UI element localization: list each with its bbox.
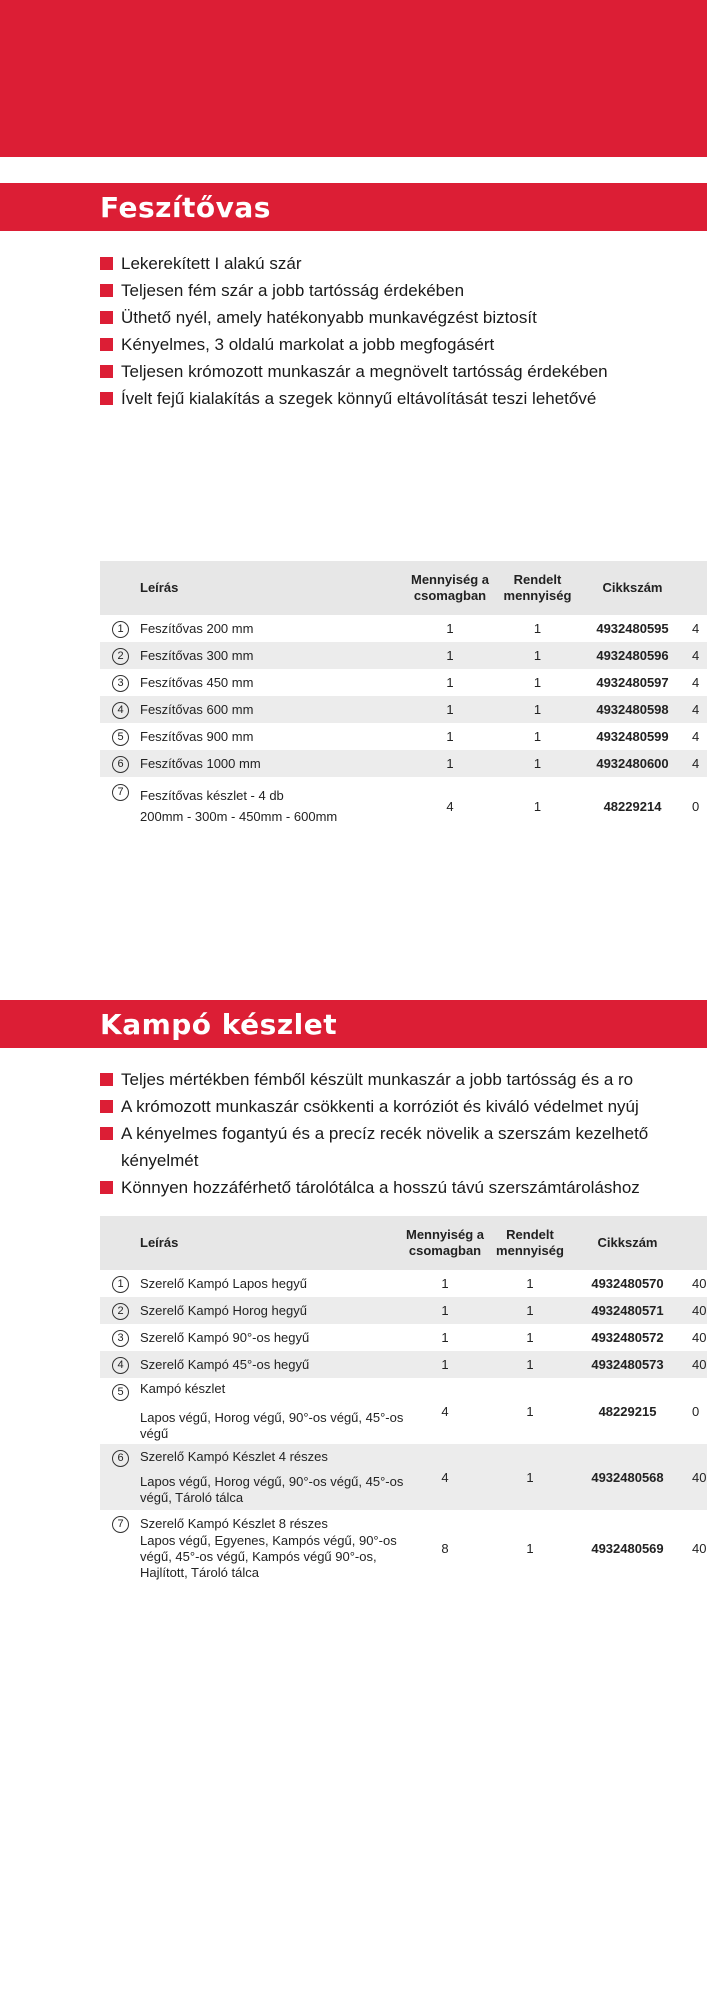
- table-row: [100, 696, 707, 723]
- bullet-square-icon: [100, 1073, 113, 1086]
- row-description: Feszítővas 600 mm: [140, 702, 254, 717]
- bullet-square-icon: [100, 338, 113, 351]
- row-qty-pack: 1: [446, 729, 454, 744]
- row-extra: 4: [692, 621, 700, 636]
- row-article-number: 4932480599: [596, 729, 669, 744]
- row-qty-pack: 1: [441, 1276, 449, 1291]
- row-number-badge: 1: [112, 1276, 129, 1293]
- row-extra: 4: [680, 642, 707, 669]
- row-description: Szerelő Kampó Készlet 8 részes: [140, 1515, 328, 1531]
- row-extra: 40: [680, 1297, 707, 1324]
- row-description-detail: 200mm - 300m - 450mm - 600mm: [140, 808, 338, 824]
- row-number-badge: 7: [112, 784, 129, 801]
- row-number-badge: 5: [112, 729, 129, 746]
- col-header-qty-pack: Mennyiség a csomagban: [405, 1216, 485, 1270]
- row-article-number: 4932480596: [585, 642, 680, 669]
- row-qty-pack: 1: [405, 1297, 485, 1324]
- feature-item: Ívelt fejű kialakítás a szegek könnyű eltávolítását teszi lehetővé: [100, 385, 707, 412]
- row-article-number: 48229215: [598, 1403, 657, 1419]
- feature-item: Könnyen hozzáférhető tárolótálca a hosszú távú szerszámtároláshoz: [100, 1174, 707, 1201]
- table-row: [100, 1270, 707, 1297]
- row-article-number: 4932480600: [585, 750, 680, 777]
- bullet-square-icon: [100, 257, 113, 270]
- row-description: Feszítővas 200 mm: [140, 621, 254, 636]
- bullet-square-icon: [100, 365, 113, 378]
- row-article-number: 4932480573: [575, 1351, 680, 1378]
- row-number-badge: 1: [112, 621, 129, 638]
- row-article-number: 4932480570: [591, 1276, 664, 1291]
- row-description-detail: Lapos végű, Egyenes, Kampós végű, 90°-os végű, 45°-os végű, Kampós végű 90°-os, Hajlított, Tároló tálca: [140, 1532, 397, 1580]
- col-header-description: Leírás: [100, 1216, 405, 1270]
- section-title: Kampó készlet: [100, 1007, 338, 1041]
- row-article-number: 4932480597: [596, 675, 669, 690]
- feature-item: Teljesen krómozott munkaszár a megnövelt tartósság érdekében: [100, 358, 707, 385]
- row-qty-order: 1: [490, 750, 585, 777]
- row-qty-order: 1: [533, 798, 542, 814]
- table-row: [100, 669, 707, 696]
- row-extra: 4: [680, 750, 707, 777]
- row-extra: 40: [680, 1444, 707, 1510]
- row-description: Feszítővas 1000 mm: [140, 756, 261, 771]
- row-qty-order: 1: [526, 1276, 534, 1291]
- row-article-number: 48229214: [603, 798, 662, 814]
- top-red-band: [0, 0, 707, 157]
- row-qty-order: 1: [485, 1444, 575, 1510]
- row-qty-pack: 8: [441, 1540, 449, 1556]
- row-article-number: 4932480568: [575, 1444, 680, 1510]
- feature-item: Teljes mértékben fémből készült munkaszár a jobb tartósság és a ro: [100, 1066, 707, 1093]
- bullet-square-icon: [100, 1100, 113, 1113]
- col-header-article: Cikkszám: [575, 1216, 680, 1270]
- row-extra: 4: [680, 696, 707, 723]
- row-qty-order: 1: [533, 675, 542, 690]
- row-qty-order: 1: [490, 696, 585, 723]
- row-qty-order: 1: [526, 1403, 534, 1419]
- row-qty-pack: 1: [410, 696, 490, 723]
- product-table: [100, 1216, 707, 1586]
- row-description: Feszítővas 300 mm: [140, 648, 254, 663]
- row-number-badge: 6: [112, 1450, 129, 1467]
- row-qty-pack: 1: [441, 1330, 449, 1345]
- row-qty-pack: 1: [446, 675, 454, 690]
- row-description: Feszítővas készlet - 4 db: [140, 787, 284, 803]
- table-row: [100, 1444, 707, 1510]
- table-row: [100, 642, 707, 669]
- col-header-extra: [680, 561, 707, 615]
- row-description: Szerelő Kampó 90°-os hegyű: [140, 1330, 310, 1345]
- row-qty-pack: 4: [405, 1444, 485, 1510]
- row-description-detail: Lapos végű, Horog végű, 90°-os végű, 45°-os végű, Tároló tálca: [140, 1473, 404, 1505]
- row-article-number: 4932480571: [575, 1297, 680, 1324]
- bullet-square-icon: [100, 1181, 113, 1194]
- row-extra: 0: [692, 1403, 700, 1419]
- feature-list: [100, 250, 707, 412]
- col-header-qty-pack: Mennyiség a csomagban: [410, 561, 490, 615]
- row-description: Szerelő Kampó Készlet 4 részes: [140, 1448, 328, 1464]
- section-title: Feszítővas: [100, 190, 271, 224]
- col-header-qty-order: Rendelt mennyiség: [485, 1216, 575, 1270]
- bullet-square-icon: [100, 1127, 113, 1140]
- row-article-number: 4932480598: [585, 696, 680, 723]
- table-row: [100, 723, 707, 750]
- row-qty-pack: 1: [405, 1351, 485, 1378]
- row-qty-pack: 1: [410, 750, 490, 777]
- row-number-badge: 4: [112, 1357, 129, 1374]
- row-number-badge: 2: [112, 1303, 129, 1320]
- col-header-extra: [680, 1216, 707, 1270]
- row-description: Feszítővas 450 mm: [140, 675, 254, 690]
- section-title-band: [0, 183, 707, 231]
- section-title-band: [0, 1000, 707, 1048]
- row-description: Kampó készlet: [140, 1380, 226, 1396]
- row-extra: 4: [692, 729, 700, 744]
- row-extra: 40: [692, 1276, 707, 1291]
- row-article-number: 4932480569: [591, 1540, 664, 1556]
- row-qty-order: 1: [485, 1351, 575, 1378]
- row-qty-pack: 1: [410, 642, 490, 669]
- feature-list: [100, 1066, 707, 1201]
- row-article-number: 4932480572: [591, 1330, 664, 1345]
- row-qty-order: 1: [490, 642, 585, 669]
- row-qty-pack: 1: [446, 621, 454, 636]
- feature-item-continuation: kényelmét: [121, 1151, 199, 1170]
- row-qty-order: 1: [526, 1330, 534, 1345]
- table-row: [100, 1324, 707, 1351]
- row-extra: 40: [692, 1330, 707, 1345]
- table-row: [100, 750, 707, 777]
- table-row: [100, 1351, 707, 1378]
- feature-item: Üthető nyél, amely hatékonyabb munkavégzést biztosít: [100, 304, 707, 331]
- feature-item: Lekerekített I alakú szár: [100, 250, 707, 277]
- table-row: [100, 615, 707, 642]
- row-extra: 0: [692, 798, 700, 814]
- feature-item: A kényelmes fogantyú és a precíz recék növelik a szerszám kezelhető: [100, 1120, 707, 1147]
- row-number-badge: 2: [112, 648, 129, 665]
- bullet-square-icon: [100, 311, 113, 324]
- row-description: Szerelő Kampó 45°-os hegyű: [140, 1357, 310, 1372]
- row-description: Feszítővas 900 mm: [140, 729, 254, 744]
- bullet-square-icon: [100, 284, 113, 297]
- row-number-badge: 7: [112, 1516, 129, 1533]
- row-description: Szerelő Kampó Lapos hegyű: [140, 1276, 307, 1291]
- bullet-square-icon: [100, 392, 113, 405]
- table-row: [100, 1378, 707, 1444]
- row-qty-pack: 4: [446, 798, 454, 814]
- col-header-qty-order: Rendelt mennyiség: [490, 561, 585, 615]
- row-qty-order: 1: [485, 1297, 575, 1324]
- row-extra: 40: [692, 1540, 707, 1556]
- row-qty-order: 1: [533, 729, 542, 744]
- table-header-row: [100, 1216, 707, 1270]
- table-row: [100, 1297, 707, 1324]
- row-number-badge: 4: [112, 702, 129, 719]
- row-extra: 40: [680, 1351, 707, 1378]
- col-header-article: Cikkszám: [585, 561, 680, 615]
- row-number-badge: 3: [112, 675, 129, 692]
- feature-item: A krómozott munkaszár csökkenti a korróziót és kiváló védelmet nyúj: [100, 1093, 707, 1120]
- row-qty-pack: 4: [441, 1403, 449, 1419]
- product-table: [100, 561, 707, 835]
- row-description: Szerelő Kampó Horog hegyű: [140, 1303, 307, 1318]
- table-row: [100, 1510, 707, 1586]
- row-number-badge: 3: [112, 1330, 129, 1347]
- row-qty-order: 1: [526, 1540, 534, 1556]
- feature-item: Teljesen fém szár a jobb tartósság érdekében: [100, 277, 707, 304]
- table-header-row: [100, 561, 707, 615]
- row-extra: 4: [692, 675, 700, 690]
- table-row: [100, 777, 707, 835]
- row-qty-order: 1: [533, 621, 542, 636]
- row-number-badge: 5: [112, 1384, 129, 1401]
- row-description-detail: Lapos végű, Horog végű, 90°-os végű, 45°-os végű: [140, 1409, 404, 1441]
- feature-item: Kényelmes, 3 oldalú markolat a jobb megfogásért: [100, 331, 707, 358]
- col-header-description: Leírás: [100, 561, 410, 615]
- row-article-number: 4932480595: [596, 621, 669, 636]
- row-number-badge: 6: [112, 756, 129, 773]
